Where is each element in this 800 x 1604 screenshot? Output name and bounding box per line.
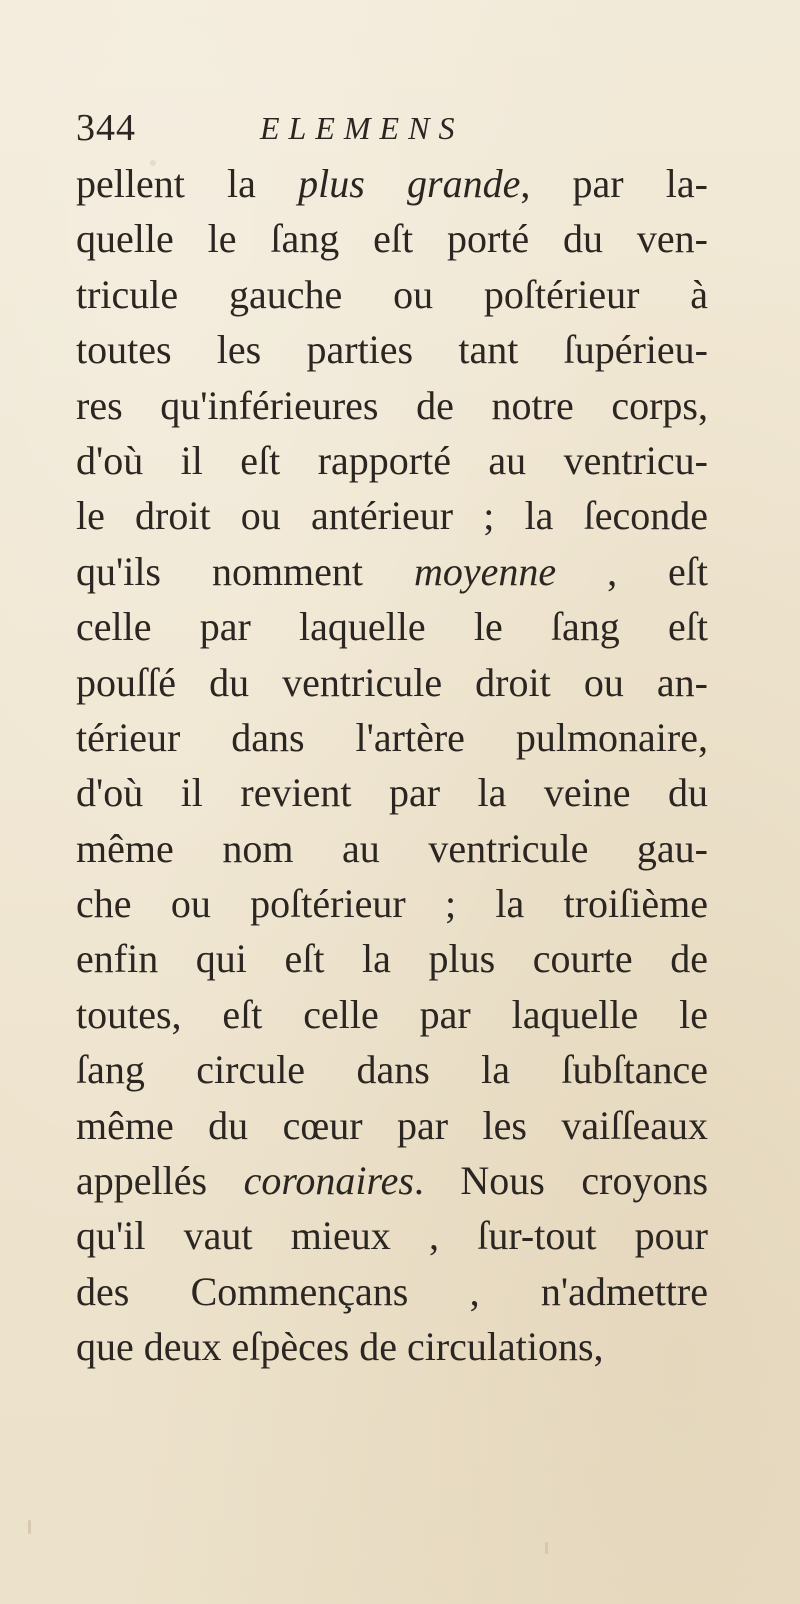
text-line: qu'ils nomment moyenne , eſt bbox=[76, 548, 709, 594]
text-line: pouſſé du ventricule droit ou an- bbox=[76, 659, 708, 705]
page-header bbox=[76, 102, 716, 154]
text-line: appellés coronaires. Nous croyons bbox=[76, 1158, 709, 1204]
text-line: tricule gauche ou poſtérieur à bbox=[76, 271, 708, 317]
text-line: enfin qui eſt la plus courte de bbox=[76, 936, 708, 982]
page-number: 344 bbox=[76, 107, 136, 149]
text-line: d'où il eſt rapporté au ventricu- bbox=[76, 437, 708, 483]
text-line: d'où il revient par la veine du bbox=[76, 770, 708, 816]
body-text bbox=[76, 156, 708, 1375]
text-line: même du cœur par les vaiſſeaux bbox=[76, 1102, 708, 1148]
text-line: même nom au ventricule gau- bbox=[76, 825, 708, 871]
text-line: pellent la plus grande, par la- bbox=[76, 161, 708, 206]
paper-spot bbox=[28, 1520, 31, 1534]
text-line: que deux eſpèces de circulations, bbox=[76, 1324, 604, 1370]
text-line: celle par laquelle le ſang eſt bbox=[76, 604, 708, 650]
text-line: quelle le ſang eſt porté du ven- bbox=[76, 216, 708, 262]
paper-spot bbox=[545, 1542, 548, 1554]
text-line: térieur dans l'artère pulmonaire, bbox=[76, 714, 708, 760]
text-line: toutes les parties tant ſupérieu- bbox=[76, 327, 708, 373]
text-line: qu'il vaut mieux , ſur-tout pour bbox=[76, 1213, 708, 1259]
running-title: ELEMENS bbox=[260, 110, 464, 146]
text-line: le droit ou antérieur ; la ſeconde bbox=[76, 493, 708, 539]
paper-spot bbox=[150, 160, 156, 166]
text-line: toutes, eſt celle par laquelle le bbox=[76, 991, 708, 1037]
text-line: res qu'inférieures de notre corps, bbox=[76, 382, 708, 428]
text-line: ſang circule dans la ſubſtance bbox=[76, 1047, 708, 1093]
text-line: des Commençans , n'admettre bbox=[76, 1268, 708, 1314]
text-line: che ou poſtérieur ; la troiſième bbox=[76, 881, 708, 927]
